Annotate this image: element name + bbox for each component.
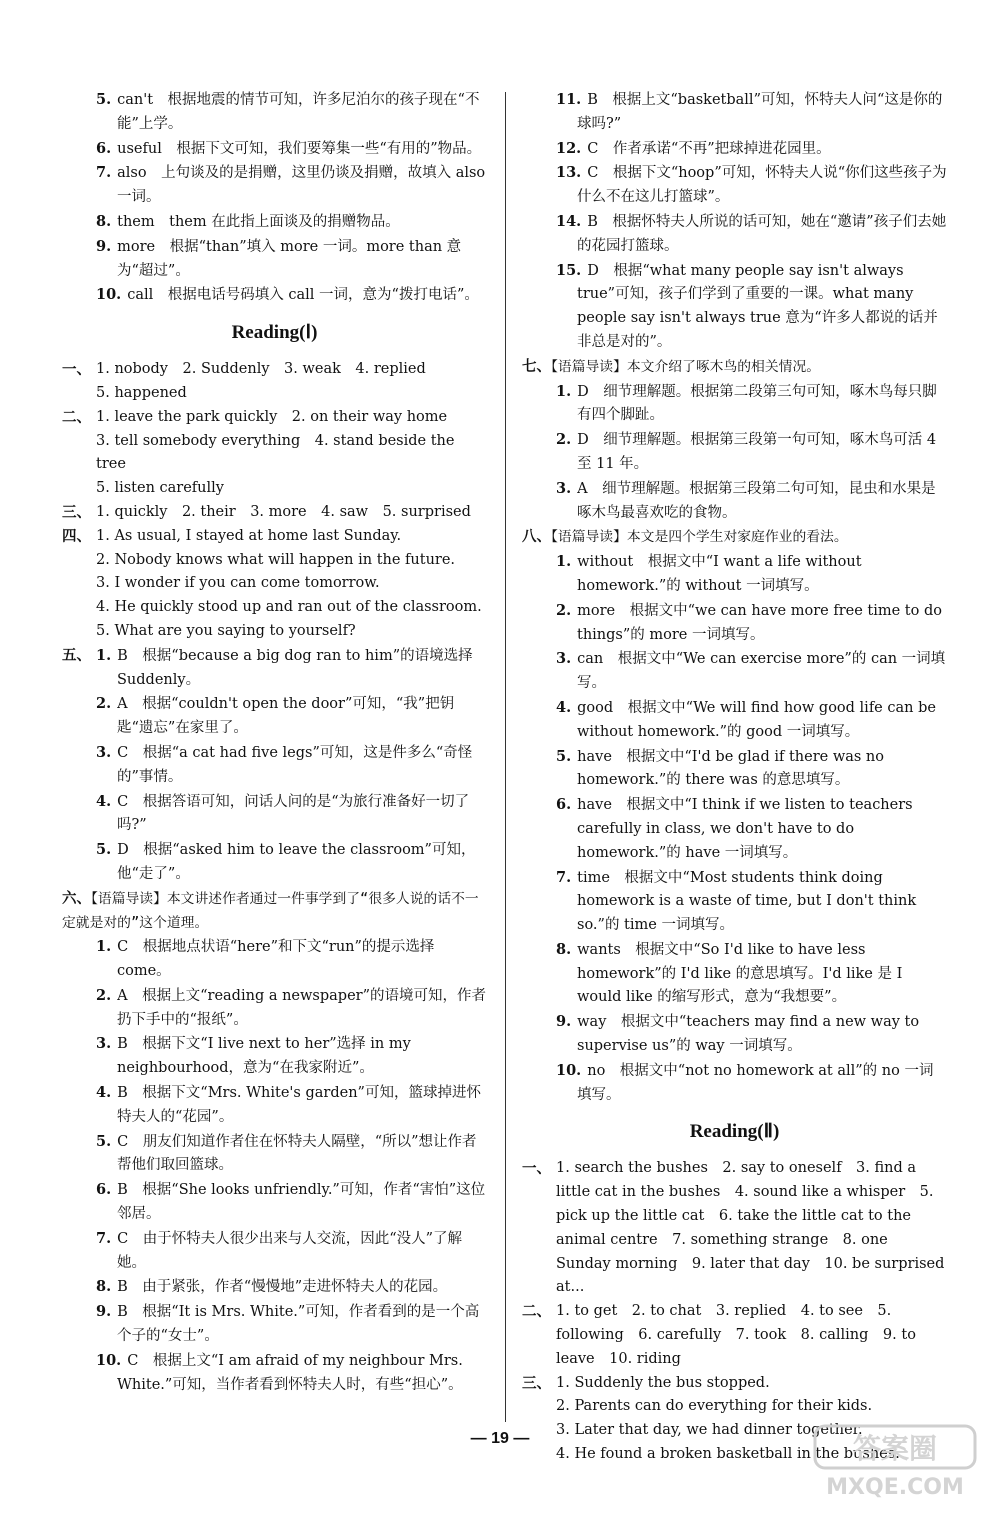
answer-text: have 根据文中“I think if we listen to teachers carefully in class, we don't have to do homework.”的 have 一词填写。 <box>577 797 913 861</box>
column-divider <box>505 92 506 1422</box>
answer-item <box>522 380 947 429</box>
answer-item <box>62 1275 487 1300</box>
answer-line <box>62 430 487 478</box>
answer-text: 1. to get 2. to chat 3. replied 4. to see 5. following 6. carefully 7. took 8. calling 9. to leave 10. riding <box>556 1303 916 1367</box>
answer-item <box>62 161 487 210</box>
watermark-bottom: MXQE.COM <box>826 1475 964 1500</box>
answer-text: C 根据下文“hoop”可知，怀特夫人说“你们这些孩子为什么不在这儿打篮球”。 <box>577 165 947 206</box>
answer-text: B 根据下文“Mrs. White's garden”可知，篮球掉进怀特夫人的“花园”。 <box>117 1085 481 1125</box>
answer-item <box>522 866 947 938</box>
question-number: 9. <box>96 1303 112 1321</box>
answer-text: C 根据上文“I am afraid of my neighbour Mrs. White.”可知，当作者看到怀特夫人时，有些“担心”。 <box>117 1352 463 1393</box>
answer-text: C 根据答语可知，问话人问的是“为旅行准备好一切了吗?” <box>117 793 470 834</box>
question-number: 4. <box>96 1084 112 1102</box>
question-number: 5. <box>96 1132 112 1150</box>
section-title-reading-1: Reading(Ⅰ) <box>231 322 318 344</box>
answer-line <box>62 406 487 430</box>
question-number: 5. <box>96 91 112 108</box>
answer-line <box>522 1372 947 1396</box>
answer-text: A 根据上文“reading a newspaper”的语境可知，作者扔下手中的“报纸”。 <box>117 987 486 1028</box>
answer-item <box>62 1178 487 1227</box>
question-number: 8. <box>96 212 112 230</box>
question-number: 6. <box>96 1181 112 1199</box>
answer-text: useful 根据下文可知，我们要筹集一些“有用的”物品。 <box>117 140 482 157</box>
answer-text: 4. He found a broken basketball in the bushes. <box>556 1446 900 1463</box>
answer-item <box>522 1059 947 1108</box>
answer-text: D 根据“what many people say isn't always true”可知，孩子们学到了重要的一课。what many people say isn't always true 意为“许多人都说的话并非总是对的”。 <box>577 262 938 350</box>
answer-item <box>522 938 947 1010</box>
answer-text: 1. leave the park quickly 2. on their way home <box>96 408 448 425</box>
answer-text: 3. I wonder if you can come tomorrow. <box>96 575 380 592</box>
question-number: 12. <box>556 139 582 157</box>
section-label: 五、 <box>62 646 91 664</box>
question-number: 10. <box>96 286 122 304</box>
answer-text: no 根据文中“not no homework at all”的 no 一词填写。 <box>577 1062 934 1103</box>
answer-text: C 由于怀特夫人很少出来与人交流，因此“没人”了解她。 <box>117 1230 463 1271</box>
answer-item <box>522 793 947 865</box>
answer-text: 1. Suddenly the bus stopped. <box>556 1374 770 1391</box>
question-number: 1. <box>556 382 572 400</box>
question-number: 2. <box>96 986 112 1004</box>
question-number: 7. <box>96 164 112 182</box>
answer-text: way 根据文中“teachers may find a new way to supervise us”的 way 一词填写。 <box>577 1014 920 1055</box>
answer-item <box>62 984 487 1033</box>
answer-text: D 细节理解题。根据第二段第三句可知，啄木鸟每只脚有四个脚趾。 <box>577 383 937 424</box>
section-label: 三、 <box>522 1374 551 1392</box>
answer-text: wants 根据文中“So I'd like to have less homework”的 I'd like 的意思填写。I'd like 是 I would like 的缩写形式，意为“我想要”。 <box>577 941 903 1006</box>
question-number: 1. <box>556 553 572 571</box>
answer-text: B 根据怀特夫人所说的话可知，她在“邀请”孩子们去她的花园打篮球。 <box>577 213 947 254</box>
answer-text: 3. tell somebody everything 4. stand beside the tree <box>96 432 455 473</box>
question-number: 3. <box>96 743 112 761</box>
question-number: 9. <box>96 237 112 255</box>
answer-text: good 根据文中“We will find how good life can be without homework.”的 good 一词填写。 <box>577 699 936 740</box>
question-number: 15. <box>556 261 582 279</box>
answer-item <box>62 692 487 741</box>
answer-text: call 根据电话号码填入 call 一词，意为“拨打电话”。 <box>127 287 479 304</box>
answer-item <box>522 428 947 477</box>
answer-text: D 根据“asked him to leave the classroom”可知，他“走了”。 <box>117 842 476 882</box>
answer-item <box>62 1349 487 1398</box>
right-column <box>522 88 947 1467</box>
answer-text: B 根据上文“basketball”可知，怀特夫人问“这是你的球吗?” <box>577 92 943 132</box>
answer-text: A 根据“couldn't open the door”可知，“我”把钥匙“遗忘”在家里了。 <box>117 696 455 737</box>
answer-text: 1. nobody 2. Suddenly 3. weak 4. replied <box>96 361 426 378</box>
answer-item <box>62 235 487 284</box>
answer-line <box>62 620 487 644</box>
answer-item <box>62 1300 487 1349</box>
answer-text: 2. Nobody knows what will happen in the future. <box>96 551 456 568</box>
answer-line <box>62 572 487 596</box>
answer-item <box>62 838 487 887</box>
section-label: 八、 <box>522 528 551 546</box>
answer-item <box>522 696 947 745</box>
answer-item <box>522 210 947 259</box>
guide-text: 【语篇导读】本文讲述作者通过一件事学到了“很多人说的话不一定就是对的”这个道理。 <box>62 890 479 931</box>
question-number: 2. <box>556 431 572 449</box>
question-number: 4. <box>556 698 572 716</box>
question-number: 3. <box>556 479 572 497</box>
question-number: 11. <box>556 91 582 108</box>
question-number: 6. <box>556 796 572 814</box>
section-label: 三、 <box>62 503 91 521</box>
question-number: 6. <box>96 139 112 157</box>
answer-line <box>62 549 487 573</box>
answer-item <box>62 644 487 693</box>
answer-item <box>62 790 487 839</box>
question-number: 2. <box>556 601 572 619</box>
answer-text: C 朋友们知道作者住在怀特夫人隔壁，“所以”想让作者帮他们取回篮球。 <box>117 1133 477 1174</box>
answer-item <box>522 550 947 599</box>
guide-text: 【语篇导读】本文介绍了啄木鸟的相关情况。 <box>551 358 821 375</box>
answer-text: 5. happened <box>96 384 187 401</box>
answer-line <box>62 358 487 382</box>
section-title-reading-2: Reading(Ⅱ) <box>689 1121 780 1143</box>
answer-item <box>62 283 487 308</box>
answer-item <box>522 599 947 648</box>
answer-text: C 作者承诺“不再”把球掉进花园里。 <box>587 140 831 157</box>
answer-text: B 根据“She looks unfriendly.”可知，作者“害怕”这位邻居。 <box>117 1182 486 1223</box>
answer-line <box>62 596 487 620</box>
answer-text: more 根据文中“we can have more free time to do things”的 more 一词填写。 <box>577 602 942 643</box>
answer-item <box>62 1227 487 1276</box>
question-number: 1. <box>96 938 112 956</box>
answer-item <box>522 88 947 137</box>
answer-item <box>62 1081 487 1130</box>
answer-paragraph <box>522 1157 947 1300</box>
left-column <box>62 88 487 1397</box>
answer-text: have 根据文中“I'd be glad if there was no homework.”的 there was 的意思填写。 <box>577 748 884 789</box>
section-label: 四、 <box>62 527 91 545</box>
answer-text: them them 在此指上面谈及的捐赠物品。 <box>117 213 400 230</box>
answer-text: can 根据文中“We can exercise more”的 can 一词填写。 <box>577 651 946 692</box>
question-number: 7. <box>96 1229 112 1247</box>
answer-item <box>62 88 487 137</box>
answer-item <box>62 935 487 984</box>
answer-item <box>522 259 947 355</box>
question-number: 9. <box>556 1013 572 1031</box>
answer-text: B 根据“because a big dog ran to him”的语境选择 Suddenly。 <box>117 647 473 688</box>
answer-item <box>522 137 947 162</box>
section-label: 一、 <box>62 361 91 379</box>
answer-text: 1. search the bushes 2. say to oneself 3. find a little cat in the bushes 4. sound like a whisper 5. pick up the little cat 6. take the little cat to the animal centre 7. something strange 8. one Sunday morning 9. later that day 10. be surprised at... <box>556 1160 945 1296</box>
question-number: 2. <box>96 695 112 713</box>
answer-text: 5. What are you saying to yourself? <box>96 622 356 639</box>
answer-text: more 根据“than”填入 more 一词。more than 意为“超过”。 <box>117 238 462 279</box>
answer-item <box>522 745 947 794</box>
answer-item <box>522 161 947 210</box>
answer-paragraph <box>522 1300 947 1371</box>
answer-line <box>522 1395 947 1419</box>
question-number: 3. <box>96 1035 112 1053</box>
question-number: 10. <box>556 1061 582 1079</box>
answer-line <box>62 477 487 501</box>
watermark-logo <box>805 1422 985 1502</box>
reading-guide <box>62 887 487 936</box>
question-number: 1. <box>96 646 112 664</box>
section-label: 二、 <box>62 408 91 426</box>
answer-item <box>522 647 947 696</box>
question-number: 5. <box>556 747 572 765</box>
answer-text: B 根据下文“I live next to her”选择 in my neighbourhood，意为“在我家附近”。 <box>117 1036 411 1077</box>
answer-text: time 根据文中“Most students think doing homework is a waste of time, but I don't think so.”的 time 一词填写。 <box>577 869 917 934</box>
answer-line <box>62 501 487 525</box>
answer-text: A 细节理解题。根据第三段第二句可知，昆虫和水果是啄木鸟最喜欢吃的食物。 <box>577 480 936 521</box>
answer-text: C 根据地点状语“here”和下文“run”的提示选择 come。 <box>117 939 435 980</box>
page-number: — 19 — <box>470 1430 530 1447</box>
answer-text: 4. He quickly stood up and ran out of the classroom. <box>96 599 482 616</box>
answer-line <box>62 382 487 406</box>
section-label: 一、 <box>522 1160 551 1178</box>
answer-item <box>62 1130 487 1179</box>
question-number: 3. <box>556 650 572 668</box>
section-label: 六、 <box>62 889 91 907</box>
section-label: 二、 <box>522 1303 551 1321</box>
answer-item <box>522 477 947 526</box>
answer-text: B 根据“It is Mrs. White.”可知，作者看到的是一个高个子的“女士”。 <box>117 1304 480 1345</box>
answer-text: 3. Later that day, we had dinner together. <box>556 1422 863 1439</box>
watermark-top: 答案圈 <box>852 1432 938 1465</box>
answer-item <box>62 741 487 790</box>
question-number: 5. <box>96 841 112 859</box>
answer-line <box>62 525 487 549</box>
answer-text: D 细节理解题。根据第三段第一句可知，啄木鸟可活 4 至 11 年。 <box>577 432 937 472</box>
reading-guide <box>522 525 947 550</box>
answer-text: C 根据“a cat had five legs”可知，这是件多么“奇怪的”事情。 <box>117 744 473 785</box>
answer-text: 1. As usual, I stayed at home last Sunday. <box>96 527 402 544</box>
question-number: 10. <box>96 1351 122 1369</box>
answer-text: 5. listen carefully <box>96 480 224 497</box>
answer-item <box>62 210 487 235</box>
question-number: 7. <box>556 868 572 886</box>
question-number: 4. <box>96 792 112 810</box>
answer-item <box>522 1010 947 1059</box>
answer-text: 2. Parents can do everything for their kids. <box>556 1398 873 1415</box>
answer-text: can't 根据地震的情节可知，许多尼泊尔的孩子现在“不能”上学。 <box>117 92 480 132</box>
guide-text: 【语篇导读】本文是四个学生对家庭作业的看法。 <box>551 529 848 546</box>
answer-text: B 由于紧张，作者“慢慢地”走进怀特夫人的花园。 <box>117 1279 448 1296</box>
reading-guide <box>522 355 947 380</box>
question-number: 14. <box>556 212 582 230</box>
question-number: 8. <box>96 1278 112 1296</box>
answer-item <box>62 1032 487 1081</box>
question-number: 13. <box>556 164 582 182</box>
section-label: 七、 <box>522 357 551 375</box>
answer-text: also 上句谈及的是捐赠，这里仍谈及捐赠，故填入 also 一词。 <box>117 165 486 206</box>
answer-text: without 根据文中“I want a life without homework.”的 without 一词填写。 <box>577 554 862 594</box>
answer-item <box>62 137 487 162</box>
question-number: 8. <box>556 940 572 958</box>
answer-text: 1. quickly 2. their 3. more 4. saw 5. surprised <box>96 503 471 520</box>
